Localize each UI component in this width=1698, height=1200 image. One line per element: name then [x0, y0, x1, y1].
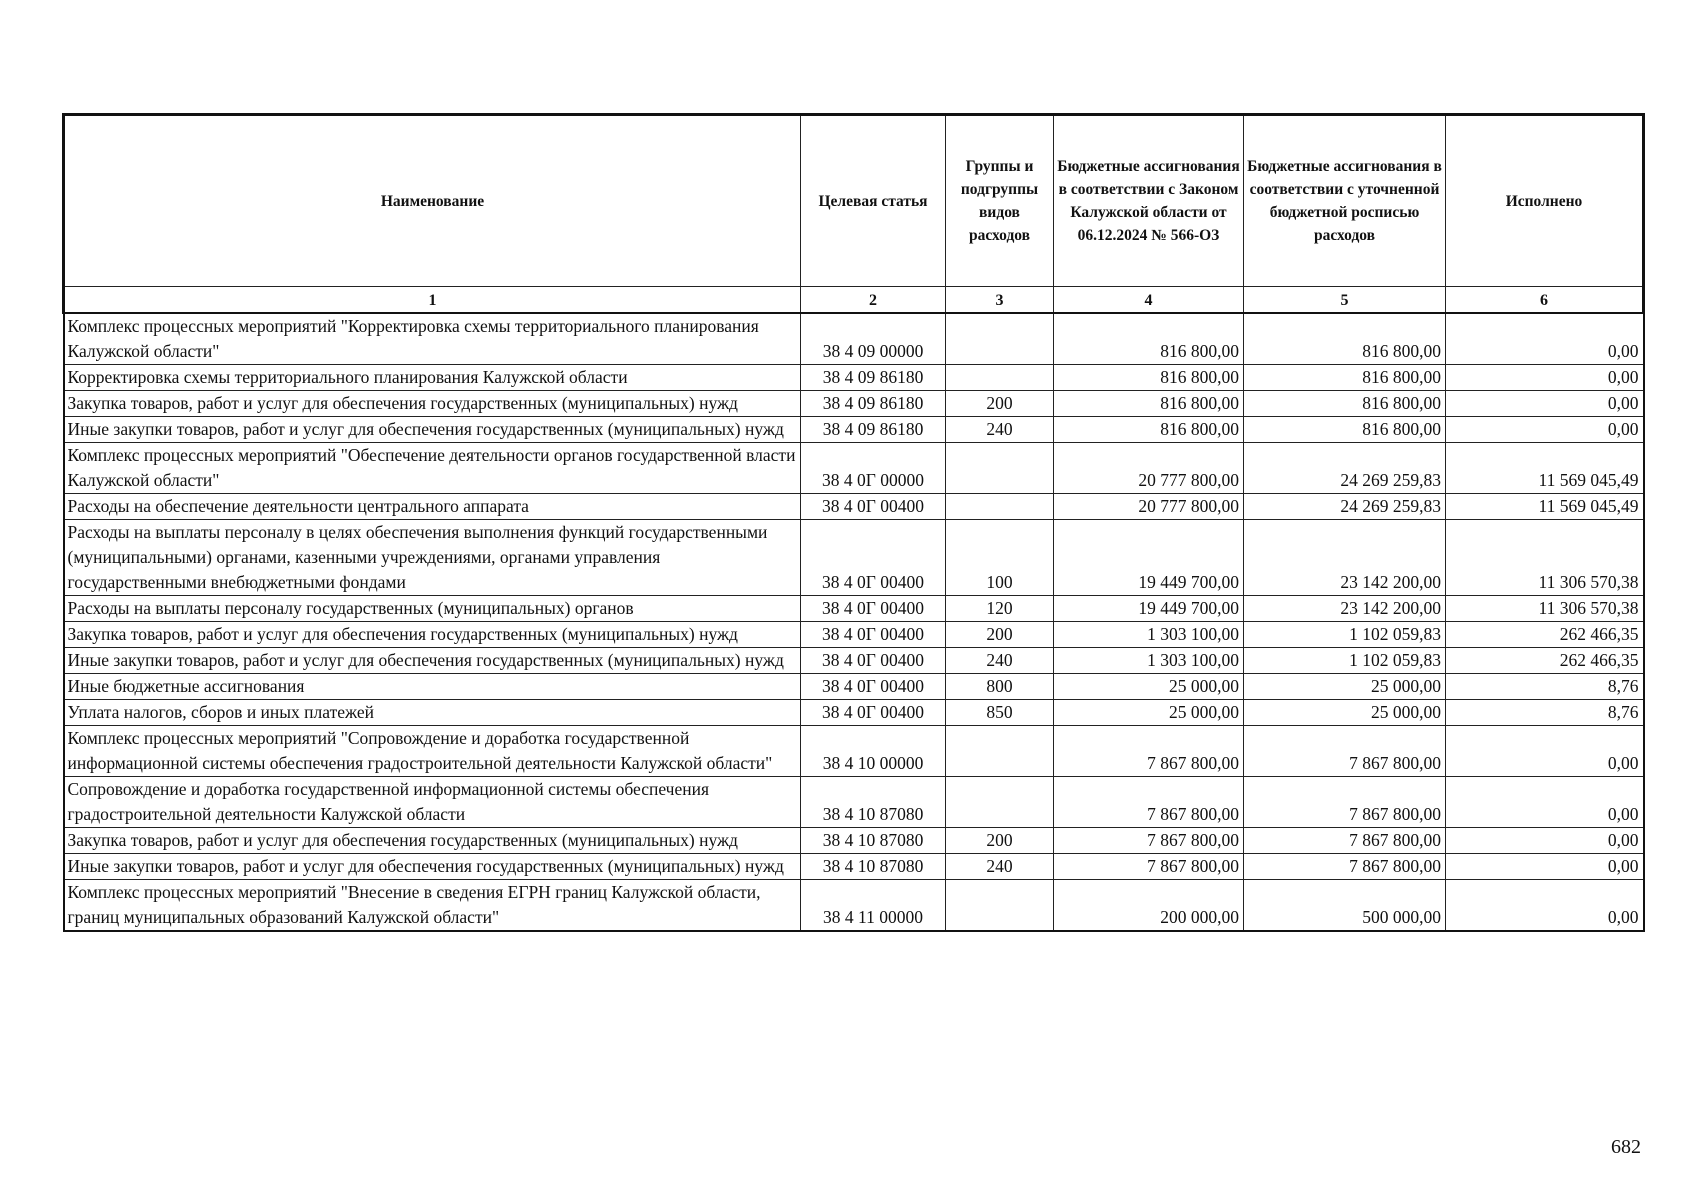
table-row [64, 726, 1644, 777]
table-body [64, 313, 1644, 931]
row-name-cell: Расходы на выплаты персоналу в целях обеспечения выполнения функций государственными (муниципальными) органами, казенными учреждениями, органами управления государственными внебюджетными фондами [64, 520, 801, 596]
row-law-amount-cell: 816 800,00 [1054, 417, 1244, 443]
row-executed-amount-cell: 0,00 [1446, 880, 1644, 932]
row-expense-group-cell: 200 [946, 391, 1054, 417]
row-expense-group-cell: 850 [946, 700, 1054, 726]
row-refined-amount-cell: 816 800,00 [1244, 391, 1446, 417]
row-expense-group-cell: 240 [946, 648, 1054, 674]
row-target-article-cell: 38 4 0Г 00400 [801, 648, 946, 674]
row-name-cell: Расходы на обеспечение деятельности центрального аппарата [64, 494, 801, 520]
row-target-article-cell: 38 4 09 86180 [801, 365, 946, 391]
row-expense-group-cell: 120 [946, 596, 1054, 622]
header-refined-appropriations: Бюджетные ассигнования в соответствии с уточненной бюджетной росписью расходов [1244, 115, 1446, 287]
row-target-article-cell: 38 4 0Г 00400 [801, 674, 946, 700]
row-law-amount-cell: 7 867 800,00 [1054, 777, 1244, 828]
table-row [64, 520, 1644, 596]
row-executed-amount-cell: 0,00 [1446, 417, 1644, 443]
row-law-amount-cell: 816 800,00 [1054, 365, 1244, 391]
row-refined-amount-cell: 816 800,00 [1244, 313, 1446, 365]
row-name-cell: Иные закупки товаров, работ и услуг для обеспечения государственных (муниципальных) нужд [64, 648, 801, 674]
header-expense-groups: Группы и подгруппы видов расходов [946, 115, 1054, 287]
row-name-cell: Закупка товаров, работ и услуг для обеспечения государственных (муниципальных) нужд [64, 391, 801, 417]
table-row [64, 648, 1644, 674]
table-row [64, 828, 1644, 854]
column-number: 4 [1054, 287, 1244, 314]
row-law-amount-cell: 25 000,00 [1054, 674, 1244, 700]
row-expense-group-cell: 100 [946, 520, 1054, 596]
row-target-article-cell: 38 4 09 86180 [801, 417, 946, 443]
row-refined-amount-cell: 816 800,00 [1244, 417, 1446, 443]
table-row [64, 443, 1644, 494]
row-executed-amount-cell: 0,00 [1446, 313, 1644, 365]
row-name-cell: Уплата налогов, сборов и иных платежей [64, 700, 801, 726]
header-name: Наименование [64, 115, 801, 287]
row-target-article-cell: 38 4 11 00000 [801, 880, 946, 932]
row-name-cell: Закупка товаров, работ и услуг для обеспечения государственных (муниципальных) нужд [64, 828, 801, 854]
row-refined-amount-cell: 24 269 259,83 [1244, 494, 1446, 520]
row-name-cell: Комплекс процессных мероприятий "Корректировка схемы территориального планирования Калужской области" [64, 313, 801, 365]
row-executed-amount-cell: 262 466,35 [1446, 648, 1644, 674]
row-refined-amount-cell: 7 867 800,00 [1244, 828, 1446, 854]
row-name-cell: Иные закупки товаров, работ и услуг для обеспечения государственных (муниципальных) нужд [64, 417, 801, 443]
header-target-article: Целевая статья [801, 115, 946, 287]
table-row [64, 494, 1644, 520]
budget-table [62, 113, 1645, 932]
row-law-amount-cell: 1 303 100,00 [1054, 648, 1244, 674]
table-row [64, 417, 1644, 443]
column-number: 3 [946, 287, 1054, 314]
row-target-article-cell: 38 4 0Г 00400 [801, 700, 946, 726]
row-law-amount-cell: 20 777 800,00 [1054, 443, 1244, 494]
row-refined-amount-cell: 1 102 059,83 [1244, 648, 1446, 674]
row-law-amount-cell: 7 867 800,00 [1054, 726, 1244, 777]
table-row [64, 777, 1644, 828]
table-row [64, 365, 1644, 391]
column-number: 6 [1446, 287, 1644, 314]
table-row [64, 700, 1644, 726]
row-executed-amount-cell: 11 569 045,49 [1446, 443, 1644, 494]
table-row [64, 391, 1644, 417]
row-expense-group-cell [946, 365, 1054, 391]
row-refined-amount-cell: 7 867 800,00 [1244, 777, 1446, 828]
row-name-cell: Сопровождение и доработка государственной информационной системы обеспечения градостроительной деятельности Калужской области [64, 777, 801, 828]
header-law-appropriations: Бюджетные ассигнования в соответствии с Законом Калужской области от 06.12.2024 № 566-ОЗ [1054, 115, 1244, 287]
row-executed-amount-cell: 11 306 570,38 [1446, 596, 1644, 622]
row-expense-group-cell [946, 313, 1054, 365]
row-expense-group-cell: 240 [946, 854, 1054, 880]
row-refined-amount-cell: 500 000,00 [1244, 880, 1446, 932]
row-target-article-cell: 38 4 0Г 00400 [801, 622, 946, 648]
row-refined-amount-cell: 23 142 200,00 [1244, 596, 1446, 622]
row-expense-group-cell [946, 777, 1054, 828]
row-refined-amount-cell: 1 102 059,83 [1244, 622, 1446, 648]
row-target-article-cell: 38 4 10 87080 [801, 828, 946, 854]
row-executed-amount-cell: 262 466,35 [1446, 622, 1644, 648]
row-expense-group-cell: 200 [946, 622, 1054, 648]
row-target-article-cell: 38 4 0Г 00400 [801, 596, 946, 622]
row-target-article-cell: 38 4 0Г 00400 [801, 520, 946, 596]
row-refined-amount-cell: 25 000,00 [1244, 674, 1446, 700]
row-law-amount-cell: 816 800,00 [1054, 313, 1244, 365]
column-number: 2 [801, 287, 946, 314]
row-law-amount-cell: 19 449 700,00 [1054, 596, 1244, 622]
row-expense-group-cell [946, 443, 1054, 494]
row-executed-amount-cell: 0,00 [1446, 391, 1644, 417]
row-target-article-cell: 38 4 10 87080 [801, 777, 946, 828]
row-executed-amount-cell: 0,00 [1446, 828, 1644, 854]
row-executed-amount-cell: 0,00 [1446, 777, 1644, 828]
row-target-article-cell: 38 4 10 87080 [801, 854, 946, 880]
row-refined-amount-cell: 7 867 800,00 [1244, 854, 1446, 880]
table-row [64, 674, 1644, 700]
row-name-cell: Комплекс процессных мероприятий "Сопровождение и доработка государственной информационной системы обеспечения градостроительной деятельности Калужской области" [64, 726, 801, 777]
row-executed-amount-cell: 8,76 [1446, 674, 1644, 700]
header-executed: Исполнено [1446, 115, 1644, 287]
row-name-cell: Комплекс процессных мероприятий "Обеспечение деятельности органов государственной власти Калужской области" [64, 443, 801, 494]
column-number: 1 [64, 287, 801, 314]
table-row [64, 854, 1644, 880]
column-number: 5 [1244, 287, 1446, 314]
row-refined-amount-cell: 23 142 200,00 [1244, 520, 1446, 596]
row-executed-amount-cell: 11 306 570,38 [1446, 520, 1644, 596]
row-name-cell: Закупка товаров, работ и услуг для обеспечения государственных (муниципальных) нужд [64, 622, 801, 648]
table-row [64, 313, 1644, 365]
table-row [64, 880, 1644, 932]
table-row [64, 622, 1644, 648]
row-executed-amount-cell: 8,76 [1446, 700, 1644, 726]
row-target-article-cell: 38 4 0Г 00400 [801, 494, 946, 520]
row-refined-amount-cell: 7 867 800,00 [1244, 726, 1446, 777]
row-target-article-cell: 38 4 09 86180 [801, 391, 946, 417]
row-law-amount-cell: 200 000,00 [1054, 880, 1244, 932]
row-target-article-cell: 38 4 0Г 00000 [801, 443, 946, 494]
row-expense-group-cell: 240 [946, 417, 1054, 443]
row-expense-group-cell [946, 880, 1054, 932]
row-executed-amount-cell: 11 569 045,49 [1446, 494, 1644, 520]
row-law-amount-cell: 20 777 800,00 [1054, 494, 1244, 520]
row-law-amount-cell: 1 303 100,00 [1054, 622, 1244, 648]
table-row [64, 596, 1644, 622]
row-refined-amount-cell: 816 800,00 [1244, 365, 1446, 391]
row-name-cell: Комплекс процессных мероприятий "Внесение в сведения ЕГРН границ Калужской области, границ муниципальных образований Калужской области" [64, 880, 801, 932]
row-law-amount-cell: 25 000,00 [1054, 700, 1244, 726]
row-executed-amount-cell: 0,00 [1446, 365, 1644, 391]
row-executed-amount-cell: 0,00 [1446, 726, 1644, 777]
row-law-amount-cell: 7 867 800,00 [1054, 828, 1244, 854]
row-expense-group-cell: 200 [946, 828, 1054, 854]
row-name-cell: Иные бюджетные ассигнования [64, 674, 801, 700]
row-law-amount-cell: 816 800,00 [1054, 391, 1244, 417]
row-law-amount-cell: 19 449 700,00 [1054, 520, 1244, 596]
table-header [64, 115, 1644, 314]
row-target-article-cell: 38 4 09 00000 [801, 313, 946, 365]
row-expense-group-cell [946, 494, 1054, 520]
row-name-cell: Расходы на выплаты персоналу государственных (муниципальных) органов [64, 596, 801, 622]
page-number: 682 [1611, 1136, 1641, 1158]
row-law-amount-cell: 7 867 800,00 [1054, 854, 1244, 880]
row-expense-group-cell [946, 726, 1054, 777]
row-refined-amount-cell: 24 269 259,83 [1244, 443, 1446, 494]
row-name-cell: Иные закупки товаров, работ и услуг для обеспечения государственных (муниципальных) нужд [64, 854, 801, 880]
row-executed-amount-cell: 0,00 [1446, 854, 1644, 880]
row-expense-group-cell: 800 [946, 674, 1054, 700]
row-name-cell: Корректировка схемы территориального планирования Калужской области [64, 365, 801, 391]
row-refined-amount-cell: 25 000,00 [1244, 700, 1446, 726]
row-target-article-cell: 38 4 10 00000 [801, 726, 946, 777]
